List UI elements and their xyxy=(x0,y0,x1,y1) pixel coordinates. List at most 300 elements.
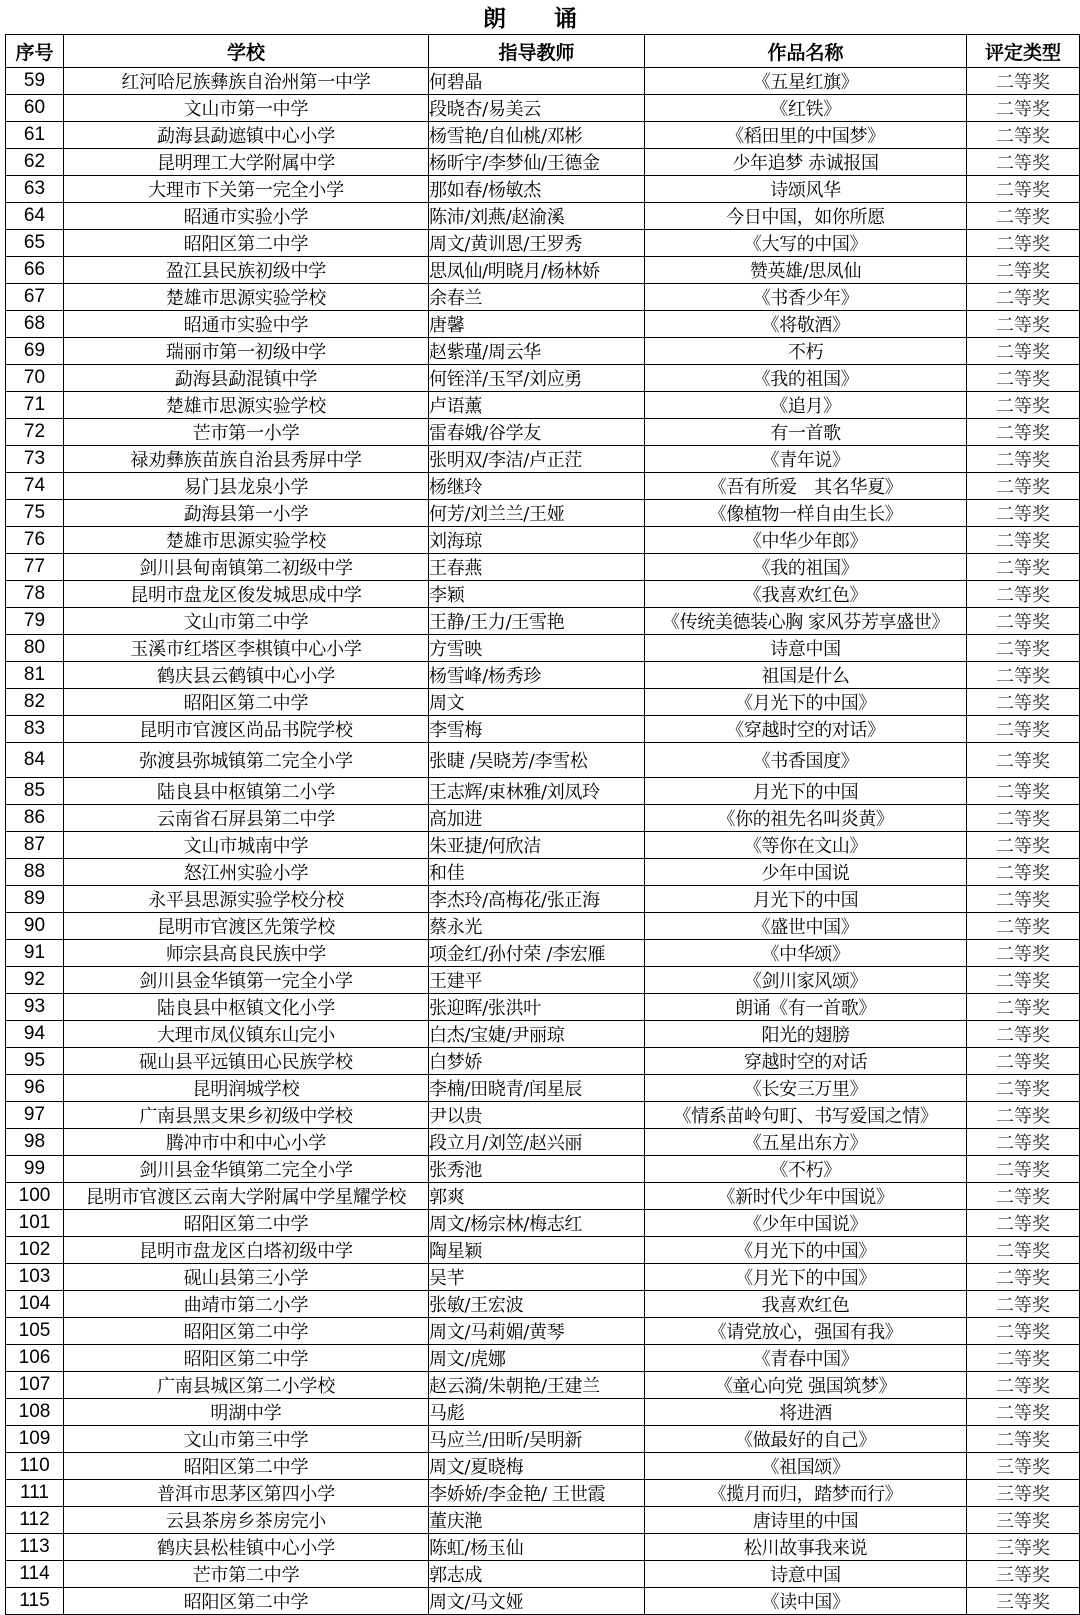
school-name: 玉溪市红塔区李棋镇中心小学 xyxy=(64,635,429,662)
teacher-names: 王建平 xyxy=(429,967,645,994)
teacher-names: 董庆滟 xyxy=(429,1507,645,1534)
award-type: 二等奖 xyxy=(967,1372,1080,1399)
table-row xyxy=(6,581,1080,608)
teacher-names: 刘海琼 xyxy=(429,527,645,554)
header-row xyxy=(6,35,1080,68)
table-row xyxy=(6,1102,1080,1129)
row-number: 80 xyxy=(6,635,64,662)
row-number: 86 xyxy=(6,805,64,832)
work-title: 朗诵《有一首歌》 xyxy=(645,994,967,1021)
teacher-names: 李杰玲/高梅花/张正海 xyxy=(429,886,645,913)
school-name: 陆良县中枢镇第二小学 xyxy=(64,778,429,805)
table-row xyxy=(6,1453,1080,1480)
award-type: 二等奖 xyxy=(967,1264,1080,1291)
work-title: 诗意中国 xyxy=(645,635,967,662)
table-row xyxy=(6,859,1080,886)
work-title: 少年追梦 赤诚报国 xyxy=(645,149,967,176)
award-type: 二等奖 xyxy=(967,716,1080,743)
award-type: 三等奖 xyxy=(967,1588,1080,1615)
school-name: 红河哈尼族彝族自治州第一中学 xyxy=(64,68,429,95)
teacher-names: 思凤仙/明晓月/杨林娇 xyxy=(429,257,645,284)
award-type: 二等奖 xyxy=(967,338,1080,365)
school-name: 大理市凤仪镇东山完小 xyxy=(64,1021,429,1048)
row-number: 62 xyxy=(6,149,64,176)
row-number: 63 xyxy=(6,176,64,203)
school-name: 勐海县勐遮镇中心小学 xyxy=(64,122,429,149)
row-number: 98 xyxy=(6,1129,64,1156)
work-title: 《我喜欢红色》 xyxy=(645,581,967,608)
work-title: 《剑川家风颂》 xyxy=(645,967,967,994)
teacher-names: 陶星颖 xyxy=(429,1237,645,1264)
teacher-names: 方雪映 xyxy=(429,635,645,662)
row-number: 90 xyxy=(6,913,64,940)
teacher-names: 郭志成 xyxy=(429,1561,645,1588)
award-type: 二等奖 xyxy=(967,311,1080,338)
award-type: 二等奖 xyxy=(967,913,1080,940)
table-row xyxy=(6,1048,1080,1075)
teacher-names: 周文/杨宗林/梅志红 xyxy=(429,1210,645,1237)
award-type: 二等奖 xyxy=(967,581,1080,608)
row-number: 113 xyxy=(6,1534,64,1561)
table-row xyxy=(6,365,1080,392)
work-title: 月光下的中国 xyxy=(645,778,967,805)
row-number: 71 xyxy=(6,392,64,419)
teacher-names: 张秀池 xyxy=(429,1156,645,1183)
award-type: 三等奖 xyxy=(967,1561,1080,1588)
teacher-names: 马彪 xyxy=(429,1399,645,1426)
table-row xyxy=(6,1534,1080,1561)
school-name: 腾冲市中和中心小学 xyxy=(64,1129,429,1156)
school-name: 昆明市盘龙区俊发城思成中学 xyxy=(64,581,429,608)
work-title: 《像植物一样自由生长》 xyxy=(645,500,967,527)
teacher-names: 周文/黄训恩/王罗秀 xyxy=(429,230,645,257)
table-row xyxy=(6,338,1080,365)
award-type: 二等奖 xyxy=(967,1048,1080,1075)
award-type: 二等奖 xyxy=(967,554,1080,581)
row-number: 85 xyxy=(6,778,64,805)
row-number: 106 xyxy=(6,1345,64,1372)
row-number: 72 xyxy=(6,419,64,446)
row-number: 66 xyxy=(6,257,64,284)
teacher-names: 白梦娇 xyxy=(429,1048,645,1075)
row-number: 65 xyxy=(6,230,64,257)
award-type: 三等奖 xyxy=(967,1453,1080,1480)
work-title: 《大写的中国》 xyxy=(645,230,967,257)
page-title: 朗 诵 xyxy=(482,5,597,32)
school-name: 勐海县勐混镇中学 xyxy=(64,365,429,392)
teacher-names: 蔡永光 xyxy=(429,913,645,940)
work-title: 《稻田里的中国梦》 xyxy=(645,122,967,149)
table-row xyxy=(6,913,1080,940)
row-number: 89 xyxy=(6,886,64,913)
work-title: 《揽月而归，踏梦而行》 xyxy=(645,1480,967,1507)
work-title: 《青春中国》 xyxy=(645,1345,967,1372)
table-row xyxy=(6,419,1080,446)
row-number: 81 xyxy=(6,662,64,689)
teacher-names: 李雪梅 xyxy=(429,716,645,743)
row-number: 107 xyxy=(6,1372,64,1399)
award-type: 二等奖 xyxy=(967,392,1080,419)
row-number: 114 xyxy=(6,1561,64,1588)
row-number: 93 xyxy=(6,994,64,1021)
work-title: 《青年说》 xyxy=(645,446,967,473)
work-title: 《情系苗岭句町、书写爱国之情》 xyxy=(645,1102,967,1129)
row-number: 59 xyxy=(6,68,64,95)
work-title: 《追月》 xyxy=(645,392,967,419)
award-type: 二等奖 xyxy=(967,68,1080,95)
row-number: 61 xyxy=(6,122,64,149)
school-name: 昭阳区第二中学 xyxy=(64,230,429,257)
work-title: 《红铁》 xyxy=(645,95,967,122)
award-type: 二等奖 xyxy=(967,257,1080,284)
work-title: 有一首歌 xyxy=(645,419,967,446)
header-number: 序号 xyxy=(6,35,64,68)
school-name: 广南县城区第二小学校 xyxy=(64,1372,429,1399)
school-name: 大理市下关第一完全小学 xyxy=(64,176,429,203)
work-title: 《请党放心，强国有我》 xyxy=(645,1318,967,1345)
row-number: 74 xyxy=(6,473,64,500)
award-type: 二等奖 xyxy=(967,1183,1080,1210)
row-number: 79 xyxy=(6,608,64,635)
award-type: 二等奖 xyxy=(967,689,1080,716)
school-name: 昭阳区第二中学 xyxy=(64,1588,429,1615)
table-row xyxy=(6,1426,1080,1453)
teacher-names: 张敏/王宏波 xyxy=(429,1291,645,1318)
award-type: 二等奖 xyxy=(967,1075,1080,1102)
row-number: 84 xyxy=(6,743,64,778)
table-row xyxy=(6,716,1080,743)
row-number: 94 xyxy=(6,1021,64,1048)
row-number: 73 xyxy=(6,446,64,473)
table-row xyxy=(6,1183,1080,1210)
table-row xyxy=(6,1264,1080,1291)
table-row xyxy=(6,122,1080,149)
work-title: 阳光的翅膀 xyxy=(645,1021,967,1048)
row-number: 100 xyxy=(6,1183,64,1210)
work-title: 《新时代少年中国说》 xyxy=(645,1183,967,1210)
table-row xyxy=(6,68,1080,95)
teacher-names: 马应兰/田昕/吴明新 xyxy=(429,1426,645,1453)
award-type: 二等奖 xyxy=(967,859,1080,886)
table-row xyxy=(6,1075,1080,1102)
work-title: 《五星红旗》 xyxy=(645,68,967,95)
school-name: 楚雄市思源实验学校 xyxy=(64,284,429,311)
teacher-names: 杨昕宇/李梦仙/王德金 xyxy=(429,149,645,176)
table-row xyxy=(6,1480,1080,1507)
award-type: 二等奖 xyxy=(967,95,1080,122)
school-name: 昭阳区第二中学 xyxy=(64,1210,429,1237)
award-type: 二等奖 xyxy=(967,940,1080,967)
row-number: 112 xyxy=(6,1507,64,1534)
award-type: 二等奖 xyxy=(967,1426,1080,1453)
table-row xyxy=(6,805,1080,832)
school-name: 砚山县平远镇田心民族学校 xyxy=(64,1048,429,1075)
school-name: 文山市第一中学 xyxy=(64,95,429,122)
award-type: 二等奖 xyxy=(967,176,1080,203)
table-row xyxy=(6,149,1080,176)
table-row xyxy=(6,446,1080,473)
work-title: 《穿越时空的对话》 xyxy=(645,716,967,743)
teacher-names: 周文/马莉媚/黄琴 xyxy=(429,1318,645,1345)
row-number: 103 xyxy=(6,1264,64,1291)
school-name: 陆良县中枢镇文化小学 xyxy=(64,994,429,1021)
work-title: 《吾有所爱 其名华夏》 xyxy=(645,473,967,500)
teacher-names: 周文/马文娅 xyxy=(429,1588,645,1615)
row-number: 95 xyxy=(6,1048,64,1075)
school-name: 昆明市盘龙区白塔初级中学 xyxy=(64,1237,429,1264)
teacher-names: 项金红/孙付荣 /李宏雁 xyxy=(429,940,645,967)
work-title: 《传统美德装心胸 家风芬芳享盛世》 xyxy=(645,608,967,635)
school-name: 昆明市官渡区云南大学附属中学星耀学校 xyxy=(64,1183,429,1210)
work-title: 《将敬酒》 xyxy=(645,311,967,338)
work-title: 将进酒 xyxy=(645,1399,967,1426)
work-title: 月光下的中国 xyxy=(645,886,967,913)
work-title: 《做最好的自己》 xyxy=(645,1426,967,1453)
award-type: 二等奖 xyxy=(967,832,1080,859)
award-type: 二等奖 xyxy=(967,994,1080,1021)
award-type: 三等奖 xyxy=(967,1534,1080,1561)
table-row xyxy=(6,1345,1080,1372)
award-type: 二等奖 xyxy=(967,365,1080,392)
school-name: 曲靖市第二小学 xyxy=(64,1291,429,1318)
school-name: 剑川县金华镇第二完全小学 xyxy=(64,1156,429,1183)
work-title: 《月光下的中国》 xyxy=(645,1264,967,1291)
school-name: 昆明市官渡区尚品书院学校 xyxy=(64,716,429,743)
work-title: 《盛世中国》 xyxy=(645,913,967,940)
award-type: 二等奖 xyxy=(967,662,1080,689)
table-row xyxy=(6,635,1080,662)
table-row xyxy=(6,1372,1080,1399)
work-title: 《你的祖先名叫炎黄》 xyxy=(645,805,967,832)
teacher-names: 王春燕 xyxy=(429,554,645,581)
row-number: 92 xyxy=(6,967,64,994)
teacher-names: 杨继玲 xyxy=(429,473,645,500)
work-title: 《中华颂》 xyxy=(645,940,967,967)
school-name: 昆明理工大学附属中学 xyxy=(64,149,429,176)
school-name: 昆明润城学校 xyxy=(64,1075,429,1102)
award-type: 二等奖 xyxy=(967,967,1080,994)
row-number: 102 xyxy=(6,1237,64,1264)
work-title: 《五星出东方》 xyxy=(645,1129,967,1156)
award-type: 二等奖 xyxy=(967,473,1080,500)
school-name: 云县茶房乡茶房完小 xyxy=(64,1507,429,1534)
work-title: 诗意中国 xyxy=(645,1561,967,1588)
row-number: 83 xyxy=(6,716,64,743)
work-title: 《月光下的中国》 xyxy=(645,1237,967,1264)
school-name: 瑞丽市第一初级中学 xyxy=(64,338,429,365)
school-name: 普洱市思茅区第四小学 xyxy=(64,1480,429,1507)
table-row xyxy=(6,527,1080,554)
row-number: 67 xyxy=(6,284,64,311)
work-title: 少年中国说 xyxy=(645,859,967,886)
teacher-names: 唐馨 xyxy=(429,311,645,338)
row-number: 91 xyxy=(6,940,64,967)
school-name: 芒市第二中学 xyxy=(64,1561,429,1588)
school-name: 昭阳区第二中学 xyxy=(64,1318,429,1345)
row-number: 115 xyxy=(6,1588,64,1615)
teacher-names: 卢语薰 xyxy=(429,392,645,419)
teacher-names: 尹以贵 xyxy=(429,1102,645,1129)
work-title: 《书香国度》 xyxy=(645,743,967,778)
table-row xyxy=(6,832,1080,859)
award-type: 二等奖 xyxy=(967,608,1080,635)
award-type: 二等奖 xyxy=(967,122,1080,149)
row-number: 104 xyxy=(6,1291,64,1318)
row-number: 60 xyxy=(6,95,64,122)
award-type: 二等奖 xyxy=(967,1399,1080,1426)
work-title: 祖国是什么 xyxy=(645,662,967,689)
teacher-names: 朱亚捷/何欣洁 xyxy=(429,832,645,859)
row-number: 96 xyxy=(6,1075,64,1102)
row-number: 77 xyxy=(6,554,64,581)
school-name: 弥渡县弥城镇第二完全小学 xyxy=(64,743,429,778)
work-title: 诗颂风华 xyxy=(645,176,967,203)
school-name: 永平县思源实验学校分校 xyxy=(64,886,429,913)
work-title: 穿越时空的对话 xyxy=(645,1048,967,1075)
work-title: 我喜欢红色 xyxy=(645,1291,967,1318)
table-row xyxy=(6,778,1080,805)
work-title: 松川故事我来说 xyxy=(645,1534,967,1561)
work-title: 《我的祖国》 xyxy=(645,365,967,392)
school-name: 剑川县金华镇第一完全小学 xyxy=(64,967,429,994)
table-row xyxy=(6,1021,1080,1048)
school-name: 楚雄市思源实验学校 xyxy=(64,392,429,419)
teacher-names: 何碧晶 xyxy=(429,68,645,95)
award-type: 二等奖 xyxy=(967,1102,1080,1129)
table-body xyxy=(6,68,1080,1615)
table-row xyxy=(6,1507,1080,1534)
teacher-names: 周文/虎娜 xyxy=(429,1345,645,1372)
award-type: 二等奖 xyxy=(967,203,1080,230)
table-row xyxy=(6,689,1080,716)
school-name: 禄劝彝族苗族自治县秀屏中学 xyxy=(64,446,429,473)
table-row xyxy=(6,1237,1080,1264)
table-row xyxy=(6,230,1080,257)
table-row xyxy=(6,608,1080,635)
teacher-names: 张明双/李洁/卢正茳 xyxy=(429,446,645,473)
work-title: 《童心向党 强国筑梦》 xyxy=(645,1372,967,1399)
teacher-names: 何铚洋/玉罕/刘应勇 xyxy=(429,365,645,392)
row-number: 105 xyxy=(6,1318,64,1345)
school-name: 楚雄市思源实验学校 xyxy=(64,527,429,554)
table-row xyxy=(6,662,1080,689)
header-school: 学校 xyxy=(64,35,429,68)
work-title: 赞英雄/思凤仙 xyxy=(645,257,967,284)
teacher-names: 雷春娥/谷学友 xyxy=(429,419,645,446)
school-name: 昭阳区第二中学 xyxy=(64,1345,429,1372)
award-type: 二等奖 xyxy=(967,1345,1080,1372)
award-type: 二等奖 xyxy=(967,1156,1080,1183)
row-number: 75 xyxy=(6,500,64,527)
award-type: 二等奖 xyxy=(967,1129,1080,1156)
teacher-names: 那如春/杨敏杰 xyxy=(429,176,645,203)
award-type: 二等奖 xyxy=(967,419,1080,446)
teacher-names: 陈虹/杨玉仙 xyxy=(429,1534,645,1561)
row-number: 88 xyxy=(6,859,64,886)
row-number: 68 xyxy=(6,311,64,338)
school-name: 易门县龙泉小学 xyxy=(64,473,429,500)
table-row xyxy=(6,994,1080,1021)
award-type: 二等奖 xyxy=(967,743,1080,778)
table-row xyxy=(6,1210,1080,1237)
school-name: 昭阳区第二中学 xyxy=(64,689,429,716)
teacher-names: 杨雪艳/自仙桃/邓彬 xyxy=(429,122,645,149)
award-type: 二等奖 xyxy=(967,230,1080,257)
school-name: 昭通市实验中学 xyxy=(64,311,429,338)
teacher-names: 周文 xyxy=(429,689,645,716)
school-name: 剑川县甸南镇第二初级中学 xyxy=(64,554,429,581)
teacher-names: 李楠/田晓青/闰星辰 xyxy=(429,1075,645,1102)
work-title: 《我的祖国》 xyxy=(645,554,967,581)
school-name: 昭通市实验小学 xyxy=(64,203,429,230)
work-title: 《月光下的中国》 xyxy=(645,689,967,716)
work-title: 《长安三万里》 xyxy=(645,1075,967,1102)
school-name: 芒市第一小学 xyxy=(64,419,429,446)
award-type: 三等奖 xyxy=(967,1507,1080,1534)
teacher-names: 张睫 /吴晓芳/李雪松 xyxy=(429,743,645,778)
school-name: 鹤庆县云鹤镇中心小学 xyxy=(64,662,429,689)
row-number: 108 xyxy=(6,1399,64,1426)
table-row xyxy=(6,1561,1080,1588)
school-name: 砚山县第三小学 xyxy=(64,1264,429,1291)
work-title: 不朽 xyxy=(645,338,967,365)
table-row xyxy=(6,1129,1080,1156)
school-name: 怒江州实验小学 xyxy=(64,859,429,886)
row-number: 70 xyxy=(6,365,64,392)
table-row xyxy=(6,392,1080,419)
table-row xyxy=(6,95,1080,122)
row-number: 78 xyxy=(6,581,64,608)
teacher-names: 王志辉/束林雅/刘凤玲 xyxy=(429,778,645,805)
row-number: 109 xyxy=(6,1426,64,1453)
work-title: 今日中国，如你所愿 xyxy=(645,203,967,230)
row-number: 82 xyxy=(6,689,64,716)
row-number: 110 xyxy=(6,1453,64,1480)
school-name: 盈江县民族初级中学 xyxy=(64,257,429,284)
school-name: 勐海县第一小学 xyxy=(64,500,429,527)
award-type: 二等奖 xyxy=(967,1291,1080,1318)
teacher-names: 赵云漪/朱朝艳/王建兰 xyxy=(429,1372,645,1399)
teacher-names: 吴芊 xyxy=(429,1264,645,1291)
work-title: 《中华少年郎》 xyxy=(645,527,967,554)
award-type: 二等奖 xyxy=(967,500,1080,527)
school-name: 文山市第二中学 xyxy=(64,608,429,635)
school-name: 文山市第三中学 xyxy=(64,1426,429,1453)
work-title: 《书香少年》 xyxy=(645,284,967,311)
table-row xyxy=(6,1399,1080,1426)
table-row xyxy=(6,1156,1080,1183)
school-name: 昆明市官渡区先策学校 xyxy=(64,913,429,940)
table-row xyxy=(6,500,1080,527)
table-row xyxy=(6,257,1080,284)
teacher-names: 王静/王力/王雪艳 xyxy=(429,608,645,635)
award-type: 二等奖 xyxy=(967,778,1080,805)
teacher-names: 和佳 xyxy=(429,859,645,886)
award-type: 二等奖 xyxy=(967,1318,1080,1345)
school-name: 昭阳区第二中学 xyxy=(64,1453,429,1480)
table-row xyxy=(6,1291,1080,1318)
award-type: 二等奖 xyxy=(967,805,1080,832)
teacher-names: 何芳/刘兰兰/王娅 xyxy=(429,500,645,527)
school-name: 云南省石屏县第二中学 xyxy=(64,805,429,832)
teacher-names: 赵紫瑾/周云华 xyxy=(429,338,645,365)
table-row xyxy=(6,967,1080,994)
table-row xyxy=(6,1588,1080,1615)
teacher-names: 杨雪峰/杨秀珍 xyxy=(429,662,645,689)
teacher-names: 高加进 xyxy=(429,805,645,832)
row-number: 101 xyxy=(6,1210,64,1237)
school-name: 明湖中学 xyxy=(64,1399,429,1426)
